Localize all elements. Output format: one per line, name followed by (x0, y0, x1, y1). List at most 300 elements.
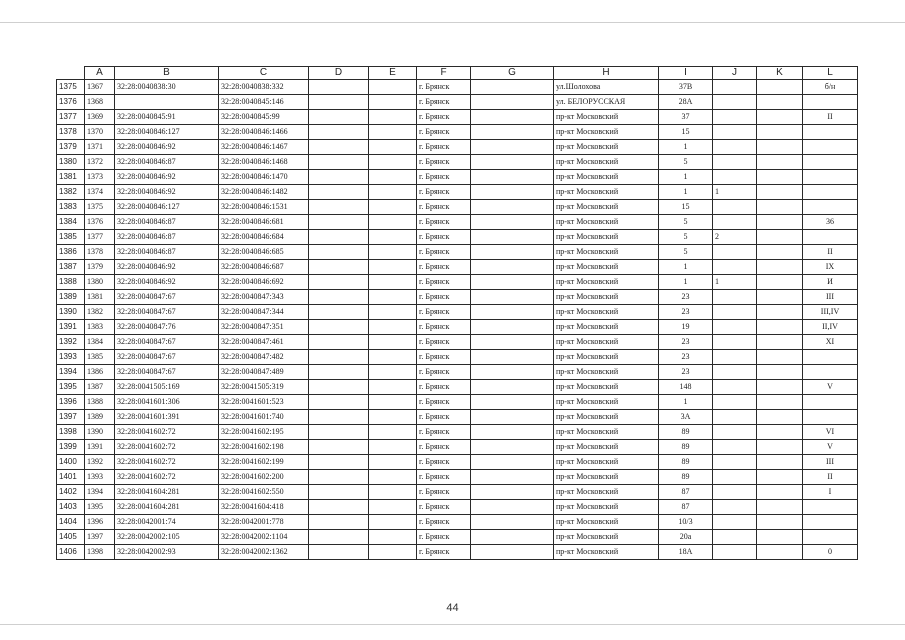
cell-k (757, 365, 803, 380)
cell-k (757, 155, 803, 170)
cell-b: 32:28:0042001:74 (115, 515, 219, 530)
cell-a: 1392 (85, 455, 115, 470)
table-row (57, 380, 858, 395)
cell-a: 1391 (85, 440, 115, 455)
cell-l: III,IV (803, 305, 858, 320)
cell-h: пр-кт Московский (554, 320, 659, 335)
cell-b: 32:28:0042002:105 (115, 530, 219, 545)
cell-c: 32:28:0040847:351 (219, 320, 309, 335)
cell-c: 32:28:0041604:418 (219, 500, 309, 515)
cell-e (369, 200, 417, 215)
cell-g (471, 380, 554, 395)
cell-e (369, 470, 417, 485)
cell-l (803, 155, 858, 170)
cell-a: 1394 (85, 485, 115, 500)
row-number: 1382 (57, 185, 85, 200)
cell-i: 23 (659, 290, 713, 305)
row-number: 1377 (57, 110, 85, 125)
cell-e (369, 185, 417, 200)
cell-d (309, 290, 369, 305)
cell-j: 1 (713, 185, 757, 200)
cell-a: 1390 (85, 425, 115, 440)
cell-d (309, 425, 369, 440)
cell-j (713, 215, 757, 230)
cell-g (471, 290, 554, 305)
cell-g (471, 80, 554, 95)
cell-j (713, 80, 757, 95)
cell-a: 1379 (85, 260, 115, 275)
cell-c: 32:28:0040846:1466 (219, 125, 309, 140)
table-row (57, 545, 858, 560)
cell-f: г. Брянск (417, 200, 471, 215)
row-number: 1402 (57, 485, 85, 500)
cell-d (309, 530, 369, 545)
cell-h: пр-кт Московский (554, 515, 659, 530)
cell-i: 89 (659, 470, 713, 485)
cell-k (757, 170, 803, 185)
cell-g (471, 335, 554, 350)
table-row (57, 335, 858, 350)
cell-d (309, 95, 369, 110)
cell-g (471, 545, 554, 560)
row-number: 1392 (57, 335, 85, 350)
cell-c: 32:28:0041601:740 (219, 410, 309, 425)
cell-d (309, 440, 369, 455)
column-header-row (57, 67, 858, 80)
cell-f: г. Брянск (417, 545, 471, 560)
cell-j (713, 500, 757, 515)
cell-l: б/н (803, 80, 858, 95)
cell-l: III (803, 455, 858, 470)
cell-g (471, 320, 554, 335)
cell-e (369, 320, 417, 335)
cell-c: 32:28:0040846:687 (219, 260, 309, 275)
cell-k (757, 215, 803, 230)
cell-c: 32:28:0040846:1468 (219, 155, 309, 170)
cell-d (309, 155, 369, 170)
cell-c: 32:28:0042002:1104 (219, 530, 309, 545)
cell-e (369, 230, 417, 245)
cell-j (713, 410, 757, 425)
cell-c: 32:28:0040838:332 (219, 80, 309, 95)
cell-g (471, 155, 554, 170)
cell-a: 1373 (85, 170, 115, 185)
cell-c: 32:28:0040845:146 (219, 95, 309, 110)
cell-j (713, 260, 757, 275)
table-row (57, 455, 858, 470)
cell-i: 23 (659, 305, 713, 320)
cell-a: 1370 (85, 125, 115, 140)
cell-e (369, 500, 417, 515)
cell-c: 32:28:0040846:692 (219, 275, 309, 290)
cell-l (803, 200, 858, 215)
cell-l (803, 530, 858, 545)
cell-j (713, 365, 757, 380)
table-row (57, 290, 858, 305)
row-number: 1388 (57, 275, 85, 290)
cell-k (757, 230, 803, 245)
cell-b: 32:28:0042002:93 (115, 545, 219, 560)
cell-l (803, 395, 858, 410)
cell-k (757, 200, 803, 215)
cell-h: пр-кт Московский (554, 395, 659, 410)
column-header-g: G (471, 67, 554, 80)
cell-f: г. Брянск (417, 530, 471, 545)
cell-i: 89 (659, 440, 713, 455)
cell-b (115, 95, 219, 110)
cell-g (471, 440, 554, 455)
cell-b: 32:28:0040847:67 (115, 350, 219, 365)
cell-e (369, 80, 417, 95)
cell-d (309, 485, 369, 500)
cell-g (471, 215, 554, 230)
cell-e (369, 140, 417, 155)
cell-l (803, 350, 858, 365)
cell-h: пр-кт Московский (554, 230, 659, 245)
cell-f: г. Брянск (417, 260, 471, 275)
cell-l: II,IV (803, 320, 858, 335)
cell-l (803, 230, 858, 245)
cell-d (309, 215, 369, 230)
cell-h: ул.Шолохова (554, 80, 659, 95)
cell-h: пр-кт Московский (554, 380, 659, 395)
cell-d (309, 185, 369, 200)
cell-c: 32:28:0040847:489 (219, 365, 309, 380)
cell-e (369, 365, 417, 380)
cell-f: г. Брянск (417, 500, 471, 515)
cell-f: г. Брянск (417, 410, 471, 425)
cell-k (757, 110, 803, 125)
cell-i: 89 (659, 455, 713, 470)
cell-e (369, 350, 417, 365)
cell-i: 5 (659, 245, 713, 260)
cell-c: 32:28:0040845:99 (219, 110, 309, 125)
cell-h: пр-кт Московский (554, 485, 659, 500)
cell-j (713, 545, 757, 560)
cell-d (309, 275, 369, 290)
cell-h: пр-кт Московский (554, 410, 659, 425)
cell-k (757, 470, 803, 485)
cell-a: 1376 (85, 215, 115, 230)
cell-a: 1367 (85, 80, 115, 95)
cell-i: 10/3 (659, 515, 713, 530)
cell-a: 1398 (85, 545, 115, 560)
cell-e (369, 275, 417, 290)
cell-c: 32:28:0040847:482 (219, 350, 309, 365)
cell-a: 1393 (85, 470, 115, 485)
cell-f: г. Брянск (417, 275, 471, 290)
cell-h: пр-кт Московский (554, 545, 659, 560)
cell-k (757, 245, 803, 260)
cell-d (309, 410, 369, 425)
column-header-k: K (757, 67, 803, 80)
cell-i: 1 (659, 185, 713, 200)
cell-g (471, 395, 554, 410)
row-number: 1391 (57, 320, 85, 335)
cell-i: 1 (659, 140, 713, 155)
cell-c: 32:28:0040846:1470 (219, 170, 309, 185)
row-number: 1380 (57, 155, 85, 170)
cell-a: 1382 (85, 305, 115, 320)
cell-a: 1384 (85, 335, 115, 350)
cell-l: III (803, 290, 858, 305)
cell-b: 32:28:0041601:391 (115, 410, 219, 425)
cell-i: 1 (659, 395, 713, 410)
row-number: 1397 (57, 410, 85, 425)
cell-k (757, 275, 803, 290)
cell-h: пр-кт Московский (554, 470, 659, 485)
cell-j (713, 305, 757, 320)
cell-d (309, 455, 369, 470)
cell-h: пр-кт Московский (554, 305, 659, 320)
cell-h: пр-кт Московский (554, 350, 659, 365)
table-row (57, 80, 858, 95)
cell-a: 1374 (85, 185, 115, 200)
cell-a: 1368 (85, 95, 115, 110)
column-header-e: E (369, 67, 417, 80)
cell-e (369, 425, 417, 440)
cell-l: 36 (803, 215, 858, 230)
cell-l: V (803, 440, 858, 455)
column-header-l: L (803, 67, 858, 80)
column-header-d: D (309, 67, 369, 80)
cell-e (369, 395, 417, 410)
table-row (57, 410, 858, 425)
cell-k (757, 485, 803, 500)
cell-b: 32:28:0041602:72 (115, 425, 219, 440)
cell-h: пр-кт Московский (554, 170, 659, 185)
table-row (57, 215, 858, 230)
cell-c: 32:28:0040847:461 (219, 335, 309, 350)
cell-i: 23 (659, 335, 713, 350)
cell-g (471, 230, 554, 245)
cell-l: И (803, 275, 858, 290)
cell-b: 32:28:0040847:67 (115, 305, 219, 320)
row-number: 1406 (57, 545, 85, 560)
cell-i: 19 (659, 320, 713, 335)
cell-l: II (803, 470, 858, 485)
cell-e (369, 305, 417, 320)
cell-i: 87 (659, 485, 713, 500)
cell-b: 32:28:0040846:87 (115, 230, 219, 245)
cell-a: 1381 (85, 290, 115, 305)
cell-b: 32:28:0040846:127 (115, 125, 219, 140)
cell-e (369, 245, 417, 260)
cell-f: г. Брянск (417, 215, 471, 230)
cell-f: г. Брянск (417, 230, 471, 245)
cell-e (369, 485, 417, 500)
cell-c: 32:28:0040846:1482 (219, 185, 309, 200)
row-number: 1386 (57, 245, 85, 260)
cell-l: V (803, 380, 858, 395)
cell-i: 23 (659, 350, 713, 365)
cell-k (757, 395, 803, 410)
row-number: 1385 (57, 230, 85, 245)
cell-f: г. Брянск (417, 455, 471, 470)
cell-h: пр-кт Московский (554, 455, 659, 470)
cell-j (713, 320, 757, 335)
cell-j: 2 (713, 230, 757, 245)
table-row (57, 185, 858, 200)
cell-d (309, 380, 369, 395)
cell-j (713, 350, 757, 365)
cell-j: 1 (713, 275, 757, 290)
table-row (57, 530, 858, 545)
cell-g (471, 425, 554, 440)
cell-b: 32:28:0040846:92 (115, 140, 219, 155)
cell-k (757, 335, 803, 350)
column-header-j: J (713, 67, 757, 80)
cell-l (803, 140, 858, 155)
cell-j (713, 200, 757, 215)
table-row (57, 470, 858, 485)
cell-a: 1378 (85, 245, 115, 260)
cell-h: пр-кт Московский (554, 335, 659, 350)
cell-i: 15 (659, 200, 713, 215)
table-row (57, 320, 858, 335)
cell-a: 1369 (85, 110, 115, 125)
cell-e (369, 215, 417, 230)
cell-d (309, 260, 369, 275)
cell-j (713, 485, 757, 500)
cell-b: 32:28:0040846:92 (115, 260, 219, 275)
table-row (57, 200, 858, 215)
cell-d (309, 545, 369, 560)
cell-j (713, 140, 757, 155)
cell-f: г. Брянск (417, 395, 471, 410)
cell-k (757, 140, 803, 155)
cell-d (309, 125, 369, 140)
table-row (57, 230, 858, 245)
cell-k (757, 425, 803, 440)
cell-b: 32:28:0040846:87 (115, 215, 219, 230)
cell-b: 32:28:0040847:76 (115, 320, 219, 335)
cell-h: пр-кт Московский (554, 140, 659, 155)
cell-i: 5 (659, 215, 713, 230)
cell-a: 1387 (85, 380, 115, 395)
top-rule (0, 22, 905, 23)
cell-f: г. Брянск (417, 185, 471, 200)
table-row (57, 260, 858, 275)
column-header-a: A (85, 67, 115, 80)
row-number: 1378 (57, 125, 85, 140)
cell-g (471, 485, 554, 500)
row-number: 1403 (57, 500, 85, 515)
cell-g (471, 530, 554, 545)
cell-k (757, 320, 803, 335)
cell-c: 32:28:0040846:1467 (219, 140, 309, 155)
row-number: 1390 (57, 305, 85, 320)
cell-e (369, 515, 417, 530)
cell-j (713, 125, 757, 140)
cell-h: пр-кт Московский (554, 425, 659, 440)
cell-g (471, 245, 554, 260)
cell-k (757, 410, 803, 425)
cell-g (471, 470, 554, 485)
cell-f: г. Брянск (417, 350, 471, 365)
row-number: 1396 (57, 395, 85, 410)
cell-l (803, 515, 858, 530)
cell-l (803, 95, 858, 110)
cell-c: 32:28:0040846:684 (219, 230, 309, 245)
table-row (57, 170, 858, 185)
cell-e (369, 410, 417, 425)
cell-a: 1388 (85, 395, 115, 410)
cell-i: 23 (659, 365, 713, 380)
cell-l (803, 125, 858, 140)
cell-k (757, 455, 803, 470)
cell-l: II (803, 110, 858, 125)
cell-e (369, 260, 417, 275)
table-row (57, 140, 858, 155)
table-row (57, 500, 858, 515)
cell-d (309, 500, 369, 515)
cell-k (757, 260, 803, 275)
row-number: 1394 (57, 365, 85, 380)
cell-g (471, 125, 554, 140)
cell-j (713, 515, 757, 530)
cell-g (471, 305, 554, 320)
cell-l: II (803, 245, 858, 260)
spreadsheet-table (56, 66, 858, 560)
table-row (57, 245, 858, 260)
cell-a: 1389 (85, 410, 115, 425)
cell-l (803, 185, 858, 200)
cell-a: 1395 (85, 500, 115, 515)
cell-d (309, 395, 369, 410)
cell-a: 1375 (85, 200, 115, 215)
cell-k (757, 530, 803, 545)
bottom-rule (0, 624, 905, 625)
row-number: 1376 (57, 95, 85, 110)
cell-i: 1 (659, 170, 713, 185)
cell-k (757, 440, 803, 455)
cell-b: 32:28:0040845:91 (115, 110, 219, 125)
cell-e (369, 170, 417, 185)
cell-f: г. Брянск (417, 470, 471, 485)
cell-j (713, 95, 757, 110)
cell-l (803, 500, 858, 515)
cell-k (757, 515, 803, 530)
cell-d (309, 470, 369, 485)
cell-e (369, 155, 417, 170)
cell-j (713, 425, 757, 440)
row-number: 1384 (57, 215, 85, 230)
table-row (57, 155, 858, 170)
cell-d (309, 200, 369, 215)
cell-g (471, 185, 554, 200)
cell-d (309, 80, 369, 95)
cell-c: 32:28:0041602:200 (219, 470, 309, 485)
cell-b: 32:28:0040846:127 (115, 200, 219, 215)
table-row (57, 485, 858, 500)
cell-c: 32:28:0041602:195 (219, 425, 309, 440)
column-header-i: I (659, 67, 713, 80)
cell-f: г. Брянск (417, 485, 471, 500)
cell-c: 32:28:0042002:1362 (219, 545, 309, 560)
cell-g (471, 95, 554, 110)
row-number: 1401 (57, 470, 85, 485)
cell-a: 1372 (85, 155, 115, 170)
cell-d (309, 365, 369, 380)
cell-h: ул. БЕЛОРУССКАЯ (554, 95, 659, 110)
row-number: 1383 (57, 200, 85, 215)
cell-b: 32:28:0041604:281 (115, 500, 219, 515)
cell-e (369, 440, 417, 455)
cell-j (713, 110, 757, 125)
cell-a: 1380 (85, 275, 115, 290)
cell-l: XI (803, 335, 858, 350)
